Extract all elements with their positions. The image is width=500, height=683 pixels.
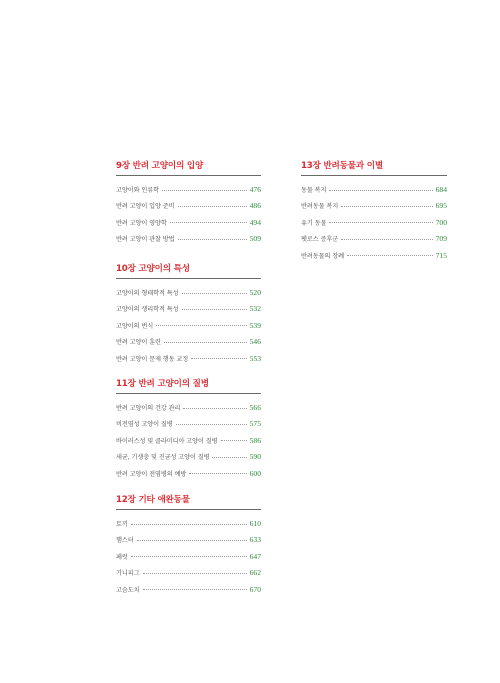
toc-item[interactable]: [116, 418, 261, 434]
toc-item[interactable]: [116, 584, 261, 600]
dot-leader: [341, 239, 432, 240]
toc-item-label: 토끼: [116, 521, 128, 528]
dot-leader: [183, 408, 246, 409]
toc-page-number: 553: [249, 353, 261, 363]
toc-chapter-13: [301, 160, 447, 266]
toc-item[interactable]: [301, 184, 447, 200]
toc-item-label: 반려 고양이 문제 행동 교정: [116, 355, 189, 363]
dot-leader: [143, 573, 247, 574]
chapter-title: 9장 반려 고양이의 입양: [116, 161, 204, 171]
toc-item-label: 반려동물의 장례: [301, 252, 345, 260]
chapter-divider: [116, 509, 261, 510]
toc-item[interactable]: [116, 435, 261, 451]
toc-list: [116, 402, 261, 484]
dot-leader: [329, 190, 432, 191]
toc-item[interactable]: [116, 287, 261, 303]
toc-chapter-12: [116, 494, 261, 600]
toc-item-label: 바이러스성 및 클라미디아 고양이 질병: [116, 437, 218, 445]
toc-item[interactable]: [301, 233, 447, 249]
dot-leader: [131, 524, 247, 525]
dot-leader: [156, 325, 246, 326]
toc-page-number: 575: [249, 419, 261, 429]
dot-leader: [178, 206, 247, 207]
toc-page-number: 532: [249, 304, 261, 314]
toc-item-label: 햄스터: [116, 537, 134, 545]
toc-list: [301, 184, 447, 266]
toc-page-number: 670: [249, 584, 261, 594]
toc-page-number: 566: [249, 403, 261, 412]
toc-page-number: 709: [435, 234, 447, 244]
dot-leader: [182, 293, 247, 294]
toc-item-label: 동물 복지: [301, 187, 327, 194]
toc-page-number: 539: [249, 320, 261, 330]
toc-item[interactable]: [116, 303, 261, 319]
toc-list: [116, 518, 261, 600]
dot-leader: [164, 342, 247, 343]
toc-item-label: 펫로스 증후군: [301, 236, 339, 244]
toc-page-number: 486: [249, 201, 261, 211]
toc-list: [116, 287, 261, 369]
dot-leader: [182, 309, 247, 310]
toc-page-number: 662: [249, 568, 261, 578]
dot-leader: [221, 440, 247, 441]
toc-item[interactable]: [116, 551, 261, 567]
dot-leader: [162, 190, 247, 191]
toc-item[interactable]: [116, 567, 261, 583]
toc-page-number: 586: [249, 435, 261, 445]
dot-leader: [191, 358, 246, 359]
toc-item[interactable]: [301, 217, 447, 233]
toc-page-number: 684: [435, 185, 447, 194]
toc-list: [116, 184, 261, 250]
dot-leader: [347, 255, 433, 256]
chapter-divider: [116, 393, 261, 394]
chapter-divider: [116, 278, 261, 279]
chapter-divider: [116, 175, 261, 176]
toc-item[interactable]: [116, 320, 261, 336]
toc-page-number: 494: [249, 217, 261, 227]
toc-item-label: 고양이와 인류학: [116, 187, 160, 194]
toc-item-label: 반려 고양이 관찰 방법: [116, 236, 175, 244]
toc-item-label: 반려 고양이의 건강 관리: [116, 405, 181, 412]
toc-page-number: 590: [249, 452, 261, 462]
toc-item-label: 세균, 기생충 및 진균성 고양이 질병: [116, 454, 210, 462]
chapter-title: 12장 기타 애완동물: [116, 495, 190, 505]
dot-leader: [341, 206, 432, 207]
toc-item[interactable]: [116, 353, 261, 369]
dot-leader: [212, 457, 246, 458]
chapter-title: 10장 고양이의 특성: [116, 264, 190, 274]
chapter-title: 11장 반려 고양이의 질병: [116, 379, 209, 389]
toc-item[interactable]: [116, 217, 261, 233]
toc-item[interactable]: [116, 451, 261, 467]
toc-chapter-9: [116, 160, 261, 250]
toc-page-number: 715: [435, 250, 447, 260]
toc-item[interactable]: [116, 402, 261, 418]
toc-page-number: 476: [249, 185, 261, 194]
toc-item[interactable]: [116, 184, 261, 200]
toc-page-number: 509: [249, 234, 261, 244]
toc-item[interactable]: [116, 200, 261, 216]
toc-item-label: 고슴도치: [116, 586, 140, 594]
dot-leader: [176, 424, 247, 425]
toc-item-label: 고양이의 생리학적 특성: [116, 306, 179, 314]
chapter-divider: [301, 175, 447, 176]
toc-item-label: 고양이의 형태학적 특성: [116, 290, 179, 297]
toc-page-number: 647: [249, 551, 261, 561]
toc-item[interactable]: [116, 336, 261, 352]
toc-item-label: 유기 동물: [301, 219, 327, 227]
toc-item-label: 페럿: [116, 553, 128, 561]
dot-leader: [189, 473, 246, 474]
toc-page-number: 610: [249, 519, 261, 528]
toc-page-number: 695: [435, 201, 447, 211]
toc-page-number: 546: [249, 337, 261, 347]
chapter-title: 13장 반려동물과 이별: [301, 161, 383, 171]
toc-item-label: 비전염성 고양이 질병: [116, 421, 173, 429]
toc-item-label: 기니피그: [116, 570, 140, 578]
toc-item-label: 반려 고양이 입양 준비: [116, 203, 175, 211]
toc-chapter-10: [116, 263, 261, 369]
toc-page-number: 600: [249, 468, 261, 478]
dot-leader: [143, 589, 247, 590]
dot-leader: [178, 239, 247, 240]
toc-item[interactable]: [116, 534, 261, 550]
toc-item[interactable]: [301, 250, 447, 266]
toc-item-label: 반려 고양이 전염병의 예방: [116, 470, 187, 478]
dot-leader: [329, 222, 432, 223]
toc-page-number: 700: [435, 217, 447, 227]
toc-item[interactable]: [301, 200, 447, 216]
toc-item-label: 반려 고양이 훈련: [116, 339, 161, 347]
toc-chapter-11: [116, 378, 261, 484]
toc-item[interactable]: [116, 468, 261, 484]
toc-item[interactable]: [116, 518, 261, 534]
toc-item-label: 고양이의 번식: [116, 322, 154, 330]
toc-item[interactable]: [116, 233, 261, 249]
dot-leader: [131, 556, 247, 557]
toc-page-number: 633: [249, 535, 261, 545]
dot-leader: [170, 222, 247, 223]
toc-page-number: 520: [249, 288, 261, 297]
toc-item-label: 반려 고양이 영양학: [116, 219, 167, 227]
dot-leader: [137, 540, 247, 541]
toc-item-label: 반려동물 복지: [301, 203, 339, 211]
